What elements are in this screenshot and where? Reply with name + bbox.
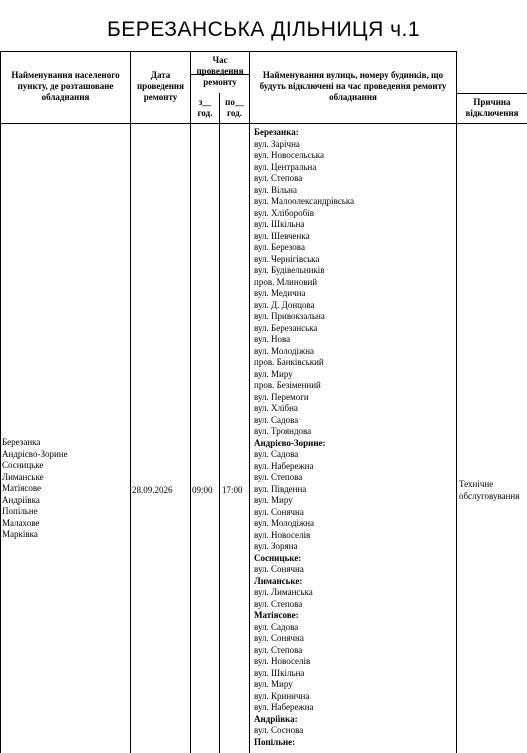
settlement-item: Марківка [2,529,38,539]
settlement-item: Андріївка [2,494,40,505]
header-time-to: по__ год. [225,97,244,118]
street-item: вул. Набережна [254,460,314,471]
street-item: вул. Медична [254,288,306,298]
street-item: вул. Миру [254,495,293,505]
street-item: вул. Соснова [254,725,304,735]
reason-header-top-border [456,93,527,94]
street-item: вул. Миру [254,368,293,379]
street-item: вул. Д. Донцова [254,299,315,310]
street-item: вул. Шевченка [254,230,310,241]
header-settlement: Найменування населеного пункту, де розташоване обладнання [11,70,120,102]
street-item: вул. Центральна [254,161,317,172]
street-item: вул. Новоселів [254,656,311,666]
header-time: Час проведення ремонту [196,55,244,87]
street-item: вул. Березанська [254,322,318,333]
street-item: вул. Зарічна [254,138,300,149]
street-item: пров. Млиновий [254,276,318,287]
street-item: вул. Березова [254,242,305,252]
street-item: вул. Нова [254,334,291,344]
settlement-item: Попільне [2,506,38,516]
column-divider [190,51,191,753]
table-left-border [0,51,1,753]
street-item: вул. Привокзальна [254,311,325,321]
locality-heading: Лиманське: [254,575,303,586]
street-item: вул. Садова [254,449,299,459]
header-reason: Причина відключення [465,97,519,118]
street-item: вул. Лиманська [254,587,313,597]
settlement-item: Андрієво-Зорине [2,448,68,459]
street-item: вул. Південна [254,483,307,494]
settlement-list [2,437,68,541]
street-item: вул. Хлібна [254,403,298,413]
street-item: вул. Садова [254,621,299,632]
settlement-item: Березанка [2,437,41,447]
street-item: вул. Малоолександрівська [254,196,355,206]
street-item: вул. Молодіжна [254,518,315,528]
street-item: вул. Молодіжна [254,345,315,356]
street-item: вул. Зоряна [254,541,298,551]
column-divider [249,51,250,753]
street-item: вул. Новосельська [254,150,324,160]
street-item: вул. Степова [254,598,303,609]
locality-heading: Матіясове: [254,610,299,620]
column-divider [219,93,220,753]
street-item: вул. Миру [254,679,293,689]
locality-heading: Андріївка: [254,713,298,724]
street-item: вул. Сонячна [254,506,304,517]
settlement-item: Малахове [2,517,40,528]
street-item: вул. Степова [254,173,303,183]
street-item: пров. Банківський [254,357,324,367]
street-list [254,127,454,748]
header-date: Дата проведення ремонту [137,70,184,102]
street-item: вул. Кринична [254,690,310,701]
street-item: вул. Шкільна [254,667,305,678]
street-item: пров. Безіменний [254,380,321,390]
header-bottom-border [0,123,527,124]
street-item: вул. Сонячна [254,633,304,643]
locality-heading: Попільне: [254,736,296,747]
settlement-item: Сосницьке [2,460,44,470]
street-item: вул. Трояндова [254,426,312,436]
street-item: вул. Будівельників [254,265,325,275]
street-item: вул. Перемоги [254,391,309,402]
locality-heading: Андрієво-Зорине: [254,437,326,448]
page-title: БЕРЕЗАНСЬКА ДІЛЬНИЦЯ ч.1 [106,18,421,41]
repair-date: 28.09.2026 [132,485,173,495]
table-top-border [0,51,456,52]
street-item: вул. Садова [254,414,299,425]
settlement-item: Лиманське [2,471,44,482]
street-item: вул. Сонячна [254,564,304,574]
schedule-table [0,51,527,753]
column-divider [130,51,131,753]
street-item: вул. Шкільна [254,219,305,229]
outage-reason: Технічне обслуговування [459,479,520,501]
locality-heading: Сосницьке: [254,552,302,563]
header-streets: Найменування вулиць, номеру будинків, що будуть відключені на час проведення ремонту обладнання [259,70,447,102]
street-item: вул. Набережна [254,702,314,712]
header-time-from: з__ год. [197,97,213,118]
street-item: вул. Чернігівська [254,253,320,264]
street-item: вул. Степова [254,644,303,655]
street-item: вул. Вільна [254,184,297,195]
street-item: вул. Степова [254,472,303,482]
street-item: вул. Новоселів [254,529,311,540]
street-item: вул. Хліборобів [254,207,314,218]
column-divider [456,51,457,753]
time-from: 09:00 [192,485,213,495]
settlement-item: Матіясове [2,483,42,493]
time-to: 17:00 [222,485,243,495]
locality-heading: Березанка: [254,127,299,137]
